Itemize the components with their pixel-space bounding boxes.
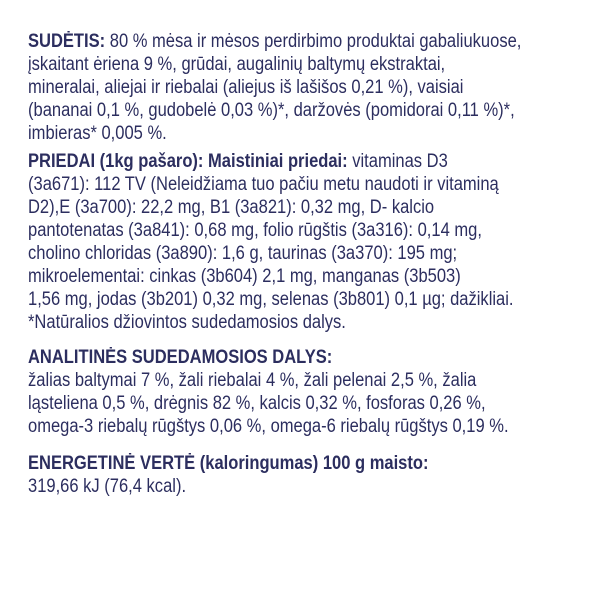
energy-section: ENERGETINĖ VERTĖ (kaloringumas) 100 g maisto: 319,66 kJ (76,4 kcal). — [28, 453, 429, 497]
additives-section: PRIEDAI (1kg pašaro): Maistiniai priedai: vitaminas D3 (3a671): 112 TV (Neleidžiama tuo pačiu metu naudoti ir vitaminą D2),E (3a700): 22,2 mg, B1 (3a821): 0,32 mg, D- kalcio pantotenatas (3a841): 0,68 mg, folio rūgštis (3a316): 0,14 mg, cholino chloridas (3a890): 1,6 g, taurinas (3a370): 195 mg; mikroelementai: cinkas (3b604) 2,1 mg, manganas (3b503) 1,56 mg, jodas (3b201) 0,32 mg, selenas (3b801) 0,1 µg; dažikliai. *Natūralios džiovintos sudedamosios dalys. — [28, 151, 514, 333]
analytical-section: ANALITINĖS SUDEDAMOSIOS DALYS: žalias baltymai 7 %, žali riebalai 4 %, žali pelenai 2,5 %, žalia ląsteliena 0,5 %, drėgnis 82 %, kalcis 0,32 %, fosforas 0,26 %, omega-3 riebalų rūgštys 0,06 %, omega-6 riebalų rūgštys 0,19 %. — [28, 347, 509, 437]
composition-heading: SUDĖTIS: — [28, 31, 106, 52]
energy-heading: ENERGETINĖ VERTĖ (kaloringumas) 100 g maisto: — [28, 453, 429, 474]
analytical-heading: ANALITINĖS SUDEDAMOSIOS DALYS: — [28, 347, 333, 368]
additives-heading: PRIEDAI (1kg pašaro): Maistiniai priedai: — [28, 151, 348, 172]
composition-section: SUDĖTIS: 80 % mėsa ir mėsos perdirbimo produktai gabaliukuose, įskaitant ėriena 9 %, grūdai, augalinių baltymų ekstraktai, mineralai, aliejai ir riebalai (aliejus iš lašišos 0,21 %), vaisiai (bananai 0,1 %, gudobelė 0,03 %)*, daržovės (pomidorai 0,11 %)*, imbieras* 0,005 %. — [28, 31, 522, 144]
